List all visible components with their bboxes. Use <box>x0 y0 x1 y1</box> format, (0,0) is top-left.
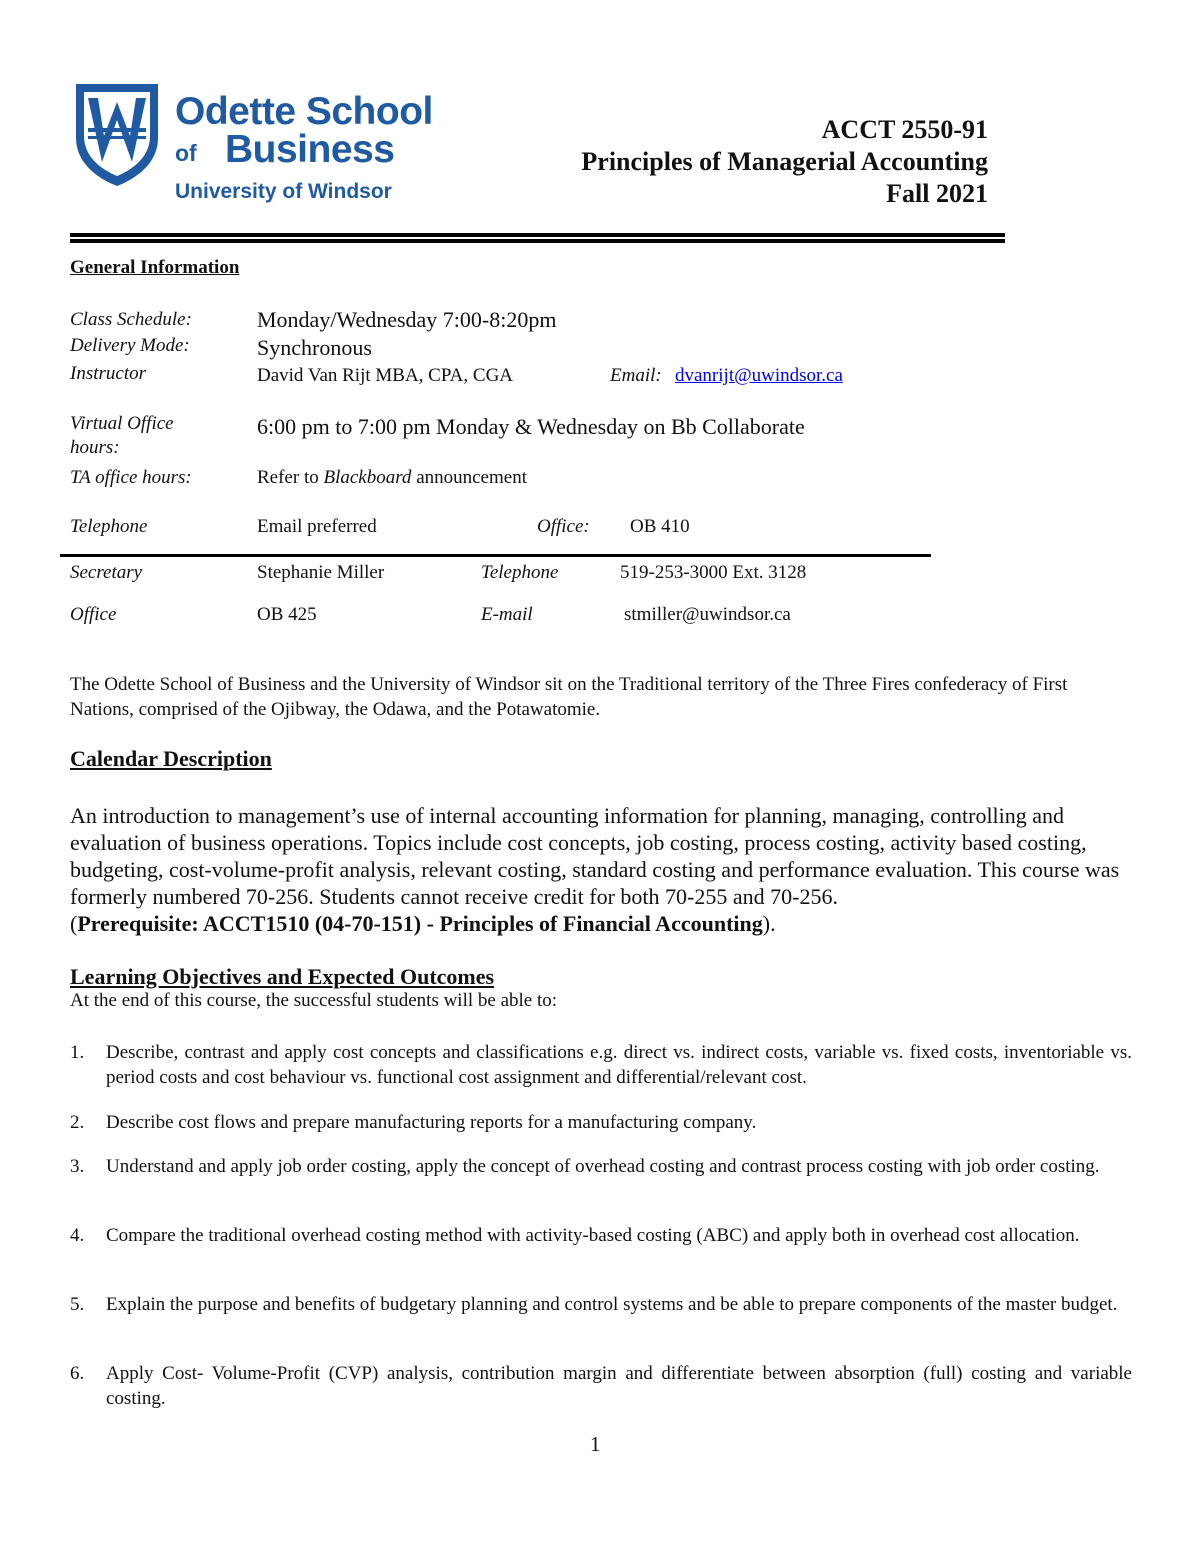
objective-number: 2. <box>70 1112 85 1133</box>
objective-item <box>70 1110 1132 1135</box>
office-value: OB 410 <box>630 516 690 537</box>
office-hours-label-2: hours: <box>70 437 120 458</box>
objective-item <box>70 1292 1132 1317</box>
course-title-block <box>581 114 988 210</box>
objective-item <box>70 1223 1132 1248</box>
objective-text: Describe cost flows and prepare manufacturing reports for a manufacturing company. <box>106 1112 757 1133</box>
secretary-telephone-label: Telephone <box>481 562 559 583</box>
ta-hours-value <box>257 467 527 489</box>
section-divider <box>60 554 931 557</box>
objective-item <box>70 1361 1132 1411</box>
objective-text: Understand and apply job order costing, apply the concept of overhead costing and contrast process costing with job order costing. <box>106 1156 1100 1177</box>
shield-crest-icon <box>72 80 162 190</box>
calendar-description-heading: Calendar Description <box>70 746 272 771</box>
delivery-mode-value: Synchronous <box>257 335 372 360</box>
land-acknowledgement: The Odette School of Business and the University of Windsor sit on the Traditional territory of the Three Fires confederacy of First Nations, comprised of the Ojibway, the Odawa, and the Potawatomie. <box>70 674 1068 720</box>
prereq-close: ). <box>762 911 776 936</box>
prereq-open: ( <box>70 911 78 936</box>
ta-hours-suffix: announcement <box>411 467 527 488</box>
ta-hours-label: TA office hours: <box>70 467 192 488</box>
objective-text: Apply Cost- Volume-Profit (CVP) analysis, contribution margin and differentiate between absorption (full) costing and variable costing. <box>106 1363 1132 1409</box>
prerequisite: Prerequisite: ACCT1510 (04-70-151) - Principles of Financial Accounting <box>77 911 763 936</box>
class-schedule-label: Class Schedule: <box>70 309 192 330</box>
instructor-label: Instructor <box>70 363 146 384</box>
secretary-office-label: Office <box>70 604 117 625</box>
objective-text: Describe, contrast and apply cost concepts and classifications e.g. direct vs. indirect costs, variable vs. fixed costs, inventoriable vs. period costs and cost behaviour vs. functional cost assignment and differential/relevant cost. <box>106 1042 1132 1088</box>
objective-number: 6. <box>70 1363 85 1384</box>
logo-text-line2: Business <box>225 128 395 171</box>
calendar-description-body: An introduction to management’s use of internal accounting information for planning, managing, controlling and evaluation of business operations. Topics include cost concepts, job costing, process costing, activity based costing, budgeting, cost-volume-profit analysis, relevant costing, standard costing and performance evaluation. This course was formerly numbered 70-256. Students cannot receive credit for both 70-255 and 70-256. <box>70 803 1120 909</box>
ta-hours-prefix: Refer to <box>257 467 324 488</box>
logo-text-line1: Odette School <box>175 90 433 133</box>
delivery-mode-label: Delivery Mode: <box>70 335 190 356</box>
objective-number: 4. <box>70 1225 85 1246</box>
calendar-description-text <box>70 802 1140 937</box>
instructor-email-link[interactable]: dvanrijt@uwindsor.ca <box>675 365 843 386</box>
office-label: Office: <box>537 516 590 537</box>
secretary-telephone-value: 519-253-3000 Ext. 3128 <box>620 562 807 583</box>
logo-text-of: of <box>175 140 197 166</box>
secretary-email-label: E-mail <box>481 604 533 625</box>
logo-text-line3: University of Windsor <box>175 180 392 203</box>
learning-objectives-heading: Learning Objectives and Expected Outcomes <box>70 964 495 989</box>
objective-item <box>70 1154 1132 1179</box>
header-divider <box>70 233 1005 243</box>
objective-item <box>70 1040 1132 1090</box>
ta-hours-blackboard: Blackboard <box>323 467 412 488</box>
general-info-heading: General Information <box>70 257 240 278</box>
office-hours-label-1: Virtual Office <box>70 413 174 434</box>
course-code: ACCT 2550-91 <box>821 115 988 144</box>
course-term: Fall 2021 <box>886 179 988 208</box>
page-number: 1 <box>590 1432 601 1456</box>
objective-number: 5. <box>70 1294 85 1315</box>
secretary-email-value: stmiller@uwindsor.ca <box>624 604 791 625</box>
instructor-email-label: Email: <box>610 365 662 386</box>
secretary-value: Stephanie Miller <box>257 562 385 583</box>
telephone-label: Telephone <box>70 516 148 537</box>
learning-objectives-intro: At the end of this course, the successful students will be able to: <box>70 990 558 1011</box>
telephone-value: Email preferred <box>257 516 377 537</box>
objective-number: 3. <box>70 1156 85 1177</box>
objective-number: 1. <box>70 1042 85 1063</box>
objective-text: Compare the traditional overhead costing method with activity-based costing (ABC) and apply both in overhead cost allocation. <box>106 1225 1080 1246</box>
secretary-label: Secretary <box>70 562 143 583</box>
secretary-office-value: OB 425 <box>257 604 317 625</box>
objective-text: Explain the purpose and benefits of budgetary planning and control systems and be able to prepare components of the master budget. <box>106 1294 1118 1315</box>
instructor-value: David Van Rijt MBA, CPA, CGA <box>257 365 514 386</box>
office-hours-value: 6:00 pm to 7:00 pm Monday & Wednesday on Bb Collaborate <box>257 414 805 439</box>
class-schedule-value: Monday/Wednesday 7:00-8:20pm <box>257 307 557 332</box>
odette-logo <box>72 80 433 205</box>
course-title: Principles of Managerial Accounting <box>581 147 988 176</box>
